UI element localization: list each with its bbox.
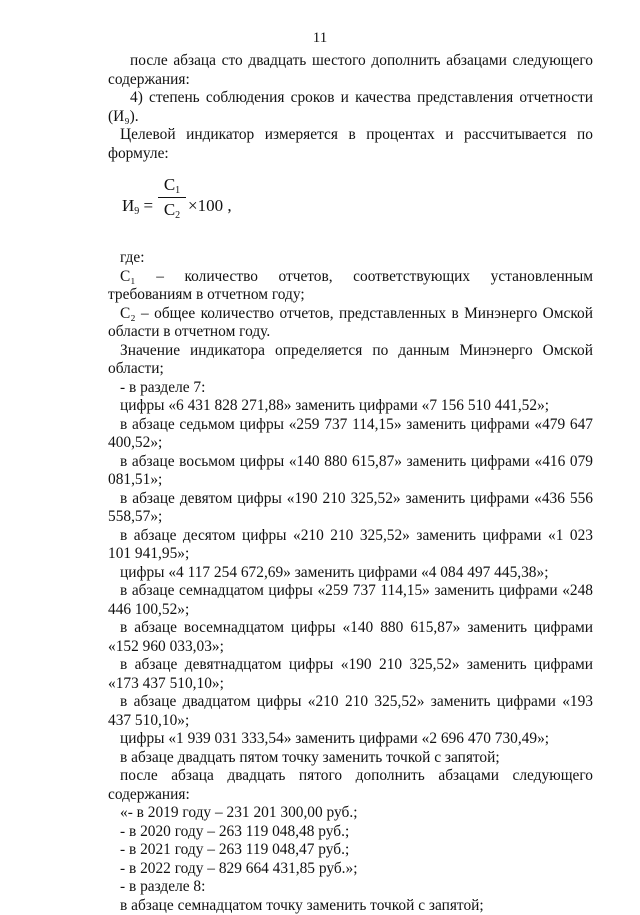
- paragraph: в абзаце восьмом цифры «140 880 615,87» заменить цифрами «416 079 081,51»;: [108, 453, 593, 490]
- paragraph: 4) степень соблюдения сроков и качества представления отчетности (И₉).: [108, 89, 593, 126]
- paragraph: - в 2020 году – 263 119 048,48 руб.;: [108, 823, 593, 842]
- amendment-paragraphs: [108, 249, 593, 915]
- formula-denominator: $С_2$: [158, 199, 186, 221]
- formula-fraction: [158, 174, 186, 221]
- paragraph: «- в 2019 году – 231 201 300,00 руб.;: [108, 804, 593, 823]
- page-number: 11: [0, 30, 640, 47]
- paragraph: цифры «6 431 828 271,88» заменить цифрами «7 156 510 441,52»;: [108, 397, 593, 416]
- paragraph: - в 2022 году – 829 664 431,85 руб.»;: [108, 860, 593, 879]
- paragraph: С₂ – общее количество отчетов, представленных в Минэнерго Омской области в отчетном году.: [108, 305, 593, 342]
- paragraph: в абзаце двадцать пятом точку заменить точкой с запятой;: [108, 749, 593, 768]
- paragraph: в абзаце семнадцатом цифры «259 737 114,15» заменить цифрами «248 446 100,52»;: [108, 582, 593, 619]
- paragraph: цифры «4 117 254 672,69» заменить цифрами «4 084 497 445,38»;: [108, 564, 593, 583]
- paragraph: в абзаце восемнадцатом цифры «140 880 615,87» заменить цифрами «152 960 033,03»;: [108, 619, 593, 656]
- paragraph: после абзаца двадцать пятого дополнить абзацами следующего содержания:: [108, 767, 593, 804]
- paragraph: после абзаца сто двадцать шестого дополнить абзацами следующего содержания:: [108, 52, 593, 89]
- paragraph: в абзаце девятнадцатом цифры «190 210 325,52» заменить цифрами «173 437 510,10»;: [108, 656, 593, 693]
- paragraph: Значение индикатора определяется по данным Минэнерго Омской области;: [108, 342, 593, 379]
- paragraph: в абзаце десятом цифры «210 210 325,52» заменить цифрами «1 023 101 941,95»;: [108, 527, 593, 564]
- formula-rhs: ×100 ,: [188, 196, 232, 216]
- formula-numerator: $С_1$: [158, 174, 186, 196]
- paragraph: - в разделе 7:: [108, 379, 593, 398]
- intro-paragraphs: [108, 52, 593, 163]
- document-body: [108, 52, 593, 915]
- fraction-bar: [158, 197, 186, 198]
- paragraph: цифры «1 939 031 333,54» заменить цифрами «2 696 470 730,49»;: [108, 730, 593, 749]
- paragraph: - в 2021 году – 263 119 048,47 руб.;: [108, 841, 593, 860]
- paragraph: - в разделе 8:: [108, 878, 593, 897]
- paragraph: в абзаце девятом цифры «190 210 325,52» заменить цифрами «436 556 558,57»;: [108, 490, 593, 527]
- paragraph: С₁ – количество отчетов, соответствующих установленным требованиям в отчетном году;: [108, 268, 593, 305]
- paragraph: в абзаце семнадцатом точку заменить точкой с запятой;: [108, 897, 593, 915]
- formula-lhs: $И_9$ =: [122, 196, 153, 216]
- paragraph: где:: [108, 249, 593, 268]
- paragraph: в абзаце седьмом цифры «259 737 114,15» заменить цифрами «479 647 400,52»;: [108, 416, 593, 453]
- paragraph: Целевой индикатор измеряется в процентах и рассчитывается по формуле:: [108, 126, 593, 163]
- formula: [108, 163, 593, 249]
- paragraph: в абзаце двадцатом цифры «210 210 325,52» заменить цифрами «193 437 510,10»;: [108, 693, 593, 730]
